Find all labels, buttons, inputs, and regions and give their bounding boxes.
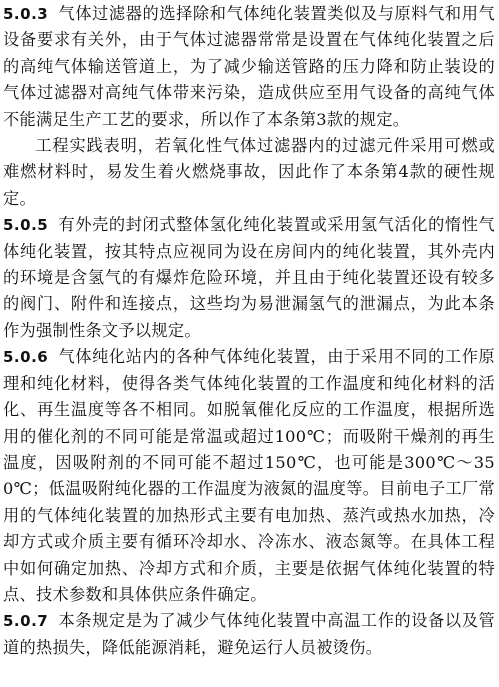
clause-number: 5.0.6	[3, 348, 49, 367]
clause-5-0-6	[3, 344, 495, 608]
clause-text: 气体过滤器的选择除和气体纯化装置类似及与原料气和用气设备要求有关外，由于气体过滤器常常是设置在气体纯化装置之后的高纯气体输送管道上，为了减少输送管路的压力降和防止装设的气体过滤器对高纯气体带来污染，造成供应至用气设备的高纯气体不能满足生产工艺的要求，所以作了本条第3款的规定。	[3, 4, 495, 129]
clause-5-0-7	[3, 608, 495, 661]
clause-number: 5.0.5	[3, 216, 49, 235]
clause-text: 工程实践表明，若氧化性气体过滤器内的过滤元件采用可燃或难燃材料时，易发生着火燃烧事故，因此作了本条第4款的硬性规定。	[3, 136, 495, 208]
clause-5-0-3	[3, 1, 495, 133]
clause-number: 5.0.7	[3, 612, 49, 631]
clause-text: 有外壳的封闭式整体氢化纯化装置或采用氢气活化的惰性气体纯化装置，按其特点应视同为设在房间内的纯化装置，其外壳内的环境是含氢气的有爆炸危险环境，并且由于纯化装置还设有较多的阀门、附件和连接点，这些均为易泄漏氢气的泄漏点，为此本条作为强制性条文予以规定。	[3, 215, 495, 340]
clause-text: 本条规定是为了减少气体纯化装置中高温工作的设备以及管道的热损失，降低能源消耗，避免运行人员被烫伤。	[3, 611, 495, 657]
document-page	[3, 0, 495, 661]
clause-text: 气体纯化站内的各种气体纯化装置，由于采用不同的工作原理和纯化材料，使得各类气体纯化装置的工作温度和纯化材料的活化、再生温度等各不相同。如脱氧催化反应的工作温度，根据所选用的催化剂的不同可能是常温或超过100℃；而吸附干燥剂的再生温度，因吸附剂的不同可能不超过150℃，也可能是300℃～350℃；低温吸附纯化器的工作温度为液氮的温度等。目前电子工厂常用的气体纯化装置的加热形式主要有电加热、蒸汽或热水加热，冷却方式或介质主要有循环冷却水、冷冻水、液态氮等。在具体工程中如何确定加热、冷却方式和介质，主要是依据气体纯化装置的特点、技术参数和具体供应条件确定。	[3, 347, 495, 604]
clause-5-0-3-continuation	[3, 133, 495, 212]
clause-5-0-5	[3, 212, 495, 344]
clause-number: 5.0.3	[3, 5, 49, 23]
